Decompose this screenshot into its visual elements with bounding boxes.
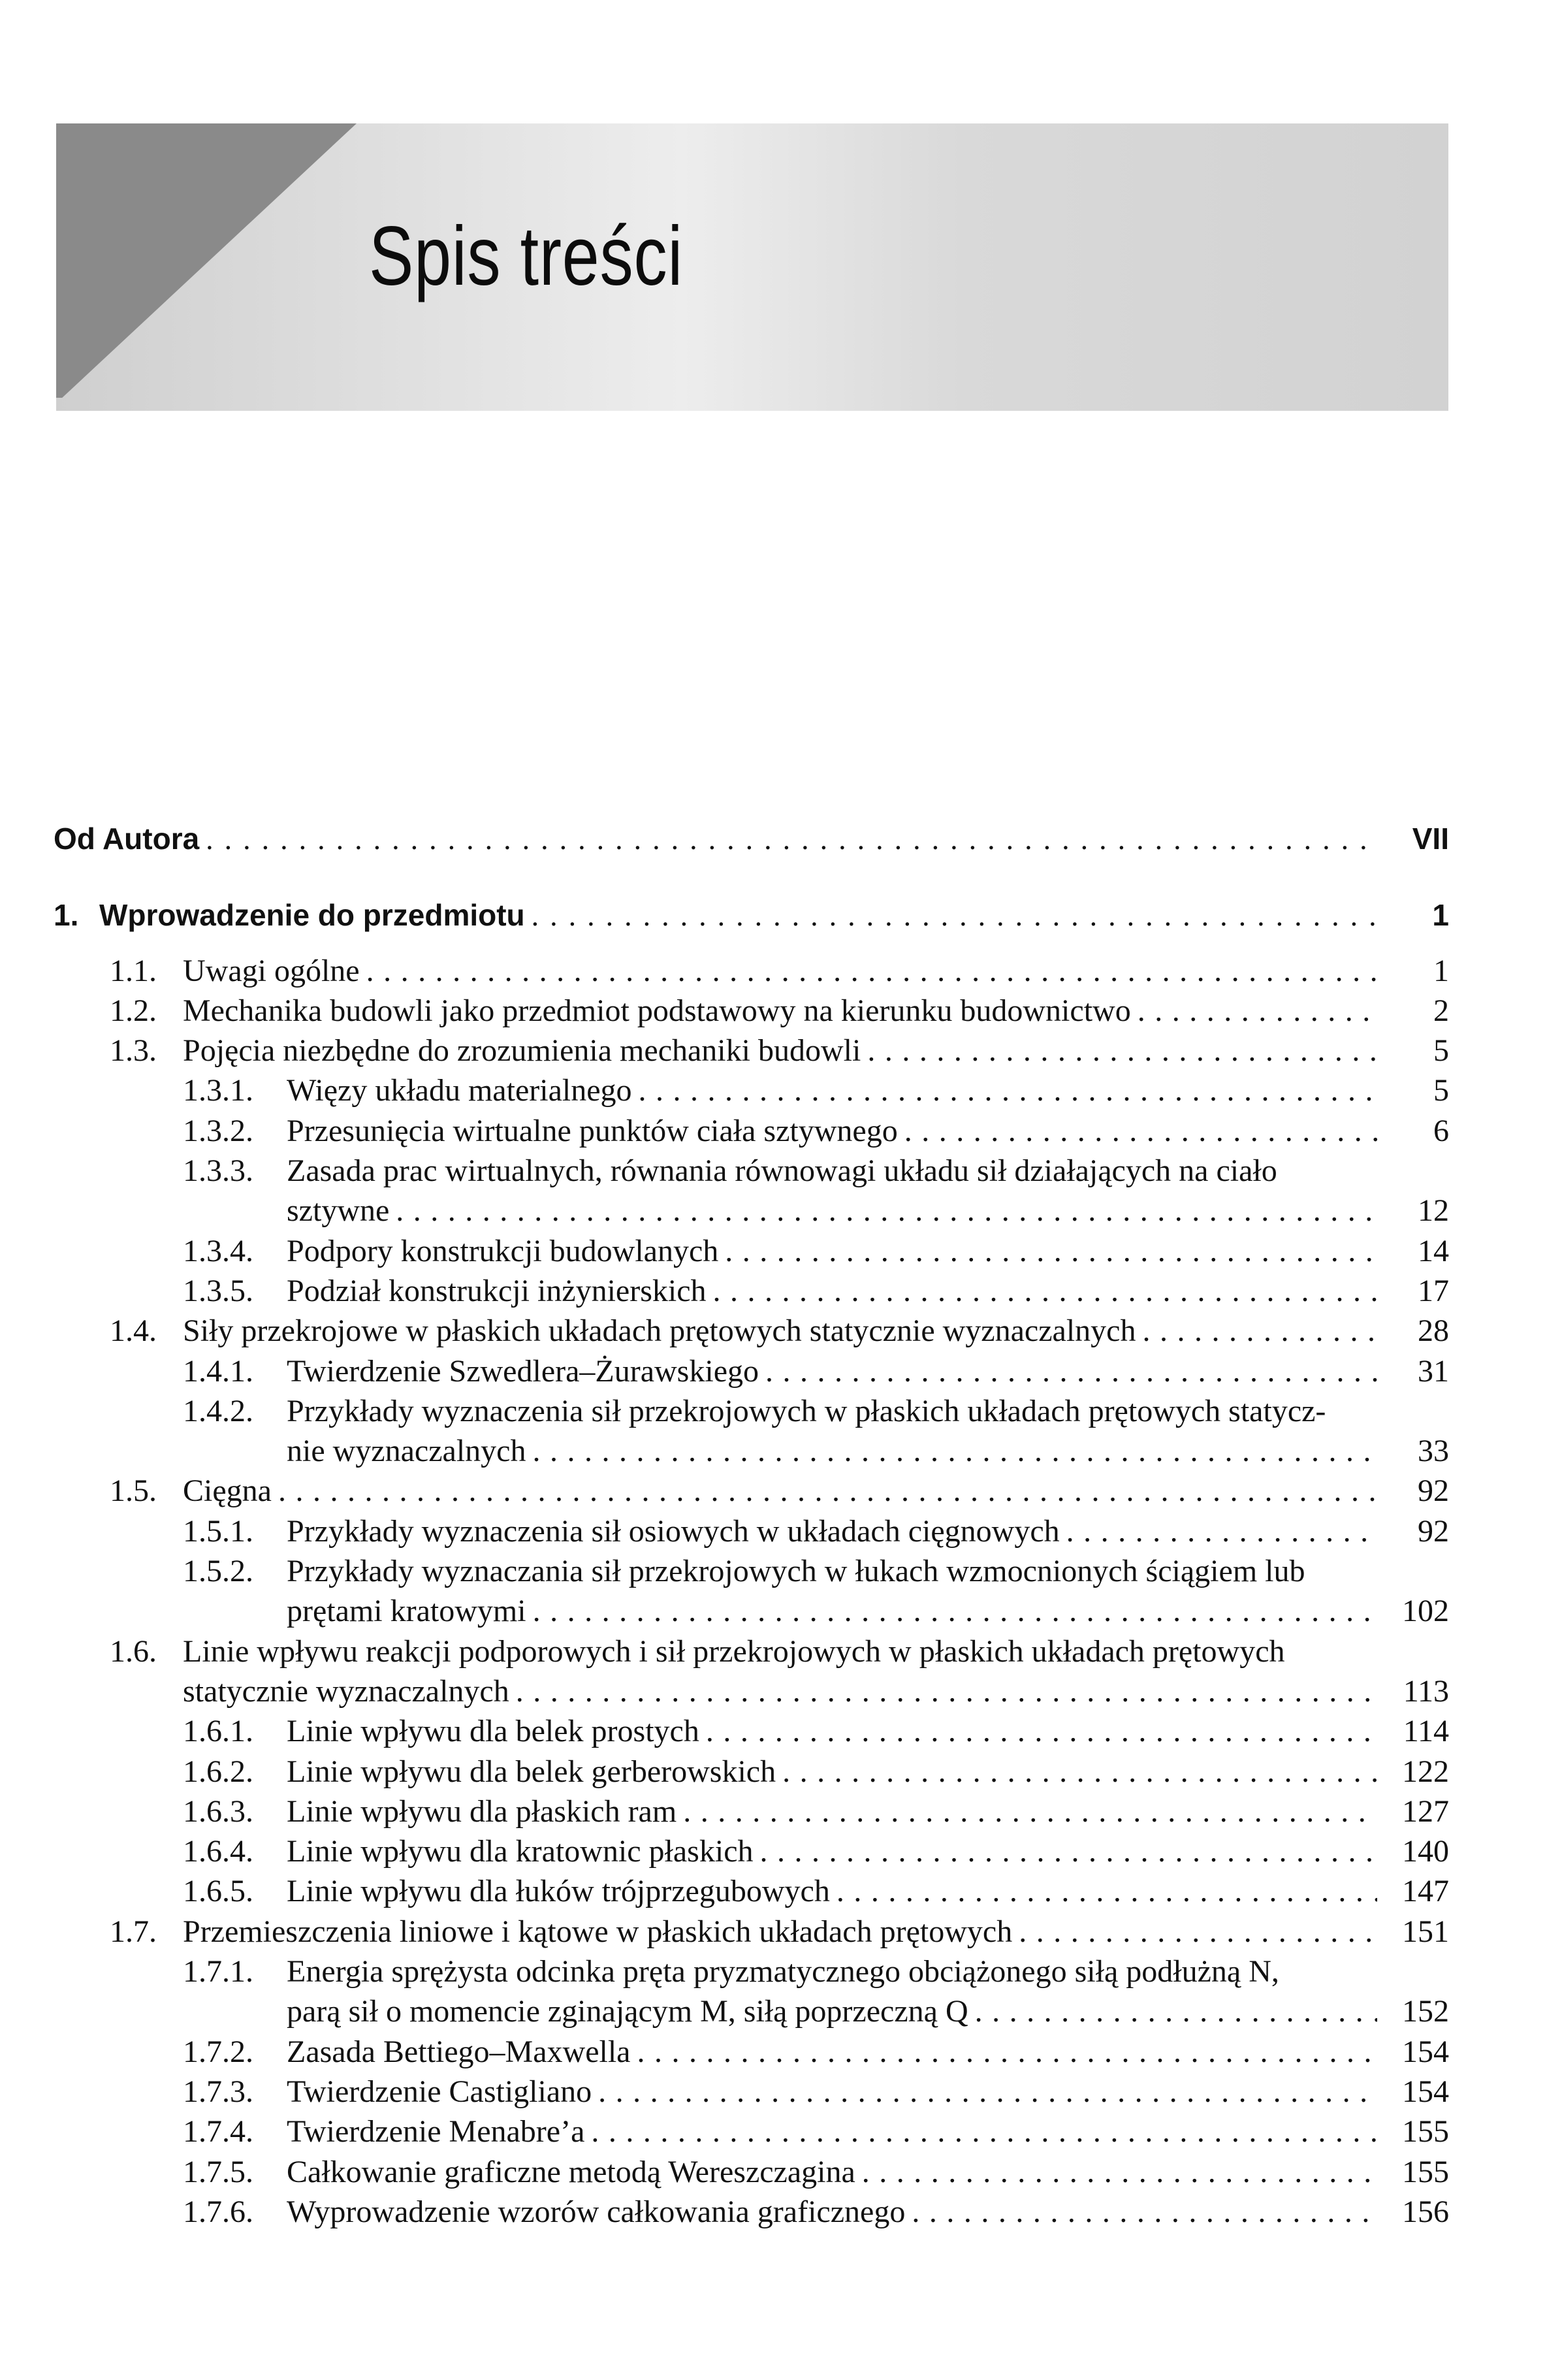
dot-leader — [718, 1231, 1377, 1271]
toc-page-number: 102 — [1402, 1594, 1449, 1629]
dot-leader — [776, 1752, 1377, 1792]
toc-entry-title: Twierdzenie Szwedlera–Żurawskiego — [287, 1353, 759, 1389]
toc-entry-continuation[interactable] — [54, 1991, 1449, 2031]
toc-entry-number: 1.4.1. — [183, 1353, 253, 1389]
toc-entry-number: 1.7.2. — [183, 2034, 253, 2069]
toc-entry-title: Wprowadzenie do przedmiotu — [99, 898, 525, 933]
toc-entry[interactable] — [54, 951, 1449, 991]
toc-page-number: 17 — [1418, 1273, 1449, 1308]
toc-entry-title: Linie wpływu dla belek gerberowskich — [287, 1754, 776, 1789]
toc-entry[interactable] — [54, 1070, 1449, 1110]
dot-leader — [1012, 1912, 1377, 1952]
toc-page-number: 1 — [1433, 953, 1449, 988]
toc-entry-number: 1.7.4. — [183, 2114, 253, 2149]
toc-page-number: 127 — [1402, 1793, 1449, 1829]
toc-page-number: 5 — [1433, 1073, 1449, 1108]
dot-leader — [389, 1191, 1377, 1230]
toc-page-number: 12 — [1418, 1193, 1449, 1229]
toc-entry-title: Przesunięcia wirtualne punktów ciała sztywnego — [287, 1113, 898, 1148]
toc-entry-title: Energia sprężysta odcinka pręta pryzmatycznego obciążonego siłą podłużną N, — [287, 1954, 1279, 1989]
toc-entry-number: 1.7.5. — [183, 2154, 253, 2189]
toc-entry-title: Przemieszczenia liniowe i kątowe w płaskich układach prętowych — [183, 1914, 1013, 1949]
toc-entry-title: Cięgna — [183, 1473, 272, 1509]
toc-page-number: 33 — [1418, 1434, 1449, 1469]
toc-page-number: 92 — [1418, 1473, 1449, 1509]
toc-entry[interactable] — [54, 2152, 1449, 2192]
dot-leader — [525, 895, 1377, 935]
toc-entry-title: Podpory konstrukcji budowlanych — [287, 1233, 719, 1268]
toc-entry-number: 1.5.2. — [183, 1554, 253, 1589]
toc-entry[interactable] — [54, 1511, 1449, 1551]
toc-entry-number: 1.1. — [110, 953, 157, 988]
toc-entry[interactable] — [54, 1391, 1449, 1431]
toc-entry-title: Przykłady wyznaczenia sił przekrojowych w płaskich układach prętowych statycz- — [287, 1393, 1326, 1428]
toc-entry-number: 1.5.1. — [183, 1513, 253, 1549]
toc-entry-title: Linie wpływu dla kratownic płaskich — [287, 1834, 754, 1869]
table-of-contents — [54, 819, 1449, 2232]
toc-entry-number: 1.6. — [110, 1633, 157, 1669]
toc-entry-number: 1.4. — [110, 1313, 157, 1349]
dot-leader — [632, 1070, 1377, 1110]
dot-leader — [699, 1711, 1377, 1751]
toc-page-number: 122 — [1402, 1754, 1449, 1789]
toc-page-number: 2 — [1433, 993, 1449, 1028]
toc-entry-number: 1.7. — [110, 1914, 157, 1949]
dot-leader — [509, 1671, 1377, 1711]
toc-entry-number: 1.4.2. — [183, 1393, 253, 1428]
toc-entry[interactable] — [54, 2192, 1449, 2232]
dot-leader — [592, 2072, 1377, 2112]
toc-entry-number: 1.6.2. — [183, 1754, 253, 1789]
toc-entry-title: statycznie wyznaczalnych — [183, 1673, 509, 1709]
toc-entry-title: Linie wpływu dla łuków trójprzegubowych — [287, 1874, 830, 1909]
toc-entry[interactable] — [54, 1752, 1449, 1792]
toc-entry-title: Linie wpływu dla belek prostych — [287, 1714, 699, 1749]
toc-entry-title: Podział konstrukcji inżynierskich — [287, 1273, 707, 1308]
toc-page-number: 92 — [1418, 1513, 1449, 1549]
toc-entry-title: prętami kratowymi — [287, 1594, 526, 1629]
toc-entry[interactable] — [54, 2032, 1449, 2072]
toc-entry[interactable] — [54, 1871, 1449, 1911]
toc-entry[interactable] — [54, 1551, 1449, 1591]
toc-entry[interactable] — [54, 819, 1449, 859]
dot-leader — [630, 2032, 1377, 2072]
toc-entry-number: 1.6.4. — [183, 1834, 253, 1869]
toc-entry[interactable] — [54, 1792, 1449, 1831]
dot-leader — [830, 1871, 1377, 1911]
dot-leader — [855, 2152, 1377, 2192]
toc-entry-number: 1.3.2. — [183, 1113, 253, 1148]
toc-entry-number: 1.7.3. — [183, 2074, 253, 2109]
toc-entry-title: Zasada Bettiego–Maxwella — [287, 2034, 631, 2069]
toc-page-number: VII — [1412, 822, 1449, 856]
toc-entry[interactable] — [54, 1111, 1449, 1151]
dot-leader — [1136, 1311, 1377, 1351]
toc-entry[interactable] — [54, 1351, 1449, 1391]
toc-entry[interactable] — [54, 991, 1449, 1031]
toc-entry-title: parą sił o momencie zginającym M, siłą poprzeczną Q — [287, 1994, 968, 2029]
toc-entry-title: Pojęcia niezbędne do zrozumienia mechaniki budowli — [183, 1033, 861, 1069]
toc-page-number: 6 — [1433, 1113, 1449, 1148]
toc-entry[interactable] — [54, 1471, 1449, 1511]
toc-entry-title: Wyprowadzenie wzorów całkowania graficznego — [287, 2194, 906, 2229]
toc-entry-continuation[interactable] — [54, 1591, 1449, 1631]
dot-leader — [526, 1431, 1377, 1471]
toc-entry-title: Uwagi ogólne — [183, 953, 360, 988]
toc-page-number: 1 — [1432, 898, 1449, 933]
toc-entry-title: Zasada prac wirtualnych, równania równowagi układu sił działających na ciało — [287, 1153, 1277, 1189]
toc-page-number: 140 — [1402, 1834, 1449, 1869]
toc-entry-title: Więzy układu materialnego — [287, 1073, 632, 1108]
toc-entry[interactable] — [54, 1711, 1449, 1751]
toc-entry-title: Linie wpływu dla płaskich ram — [287, 1793, 677, 1829]
toc-page-number: 155 — [1402, 2154, 1449, 2189]
toc-entry-number: 1.3.1. — [183, 1073, 253, 1108]
toc-entry-title: Mechanika budowli jako przedmiot podstawowy na kierunku budownictwo — [183, 993, 1131, 1028]
dot-leader — [526, 1591, 1377, 1631]
toc-entry[interactable] — [54, 895, 1449, 935]
toc-entry[interactable] — [54, 1031, 1449, 1070]
toc-entry-title: Twierdzenie Menabre’a — [287, 2114, 585, 2149]
toc-page-number: 156 — [1402, 2194, 1449, 2229]
toc-page-number: 154 — [1402, 2034, 1449, 2069]
toc-entry-number: 1.7.6. — [183, 2194, 253, 2229]
toc-page-number: 151 — [1402, 1914, 1449, 1949]
dot-leader — [584, 2112, 1377, 2151]
toc-entry-title: Siły przekrojowe w płaskich układach prętowych statycznie wyznaczalnych — [183, 1313, 1136, 1349]
dot-leader — [707, 1271, 1377, 1311]
toc-entry-number: 1.6.1. — [183, 1714, 253, 1749]
toc-entry-number: 1.5. — [110, 1473, 157, 1509]
toc-entry[interactable] — [54, 1271, 1449, 1311]
toc-page-number: 28 — [1418, 1313, 1449, 1349]
toc-entry-title: Przykłady wyznaczania sił przekrojowych w łukach wzmocnionych ściągiem lub — [287, 1554, 1305, 1589]
toc-entry-title: Twierdzenie Castigliano — [287, 2074, 592, 2109]
toc-page-number: 14 — [1418, 1233, 1449, 1268]
toc-entry[interactable] — [54, 1912, 1449, 1952]
toc-entry-number: 1. — [54, 898, 79, 933]
toc-entry-title: sztywne — [287, 1193, 390, 1229]
toc-entry[interactable] — [54, 1151, 1449, 1191]
page-title: Spis treści — [369, 210, 684, 303]
toc-entry-number: 1.3.3. — [183, 1153, 253, 1189]
toc-entry-continuation[interactable] — [54, 1671, 1449, 1711]
dot-leader — [1131, 991, 1377, 1031]
toc-entry[interactable] — [54, 1632, 1449, 1671]
toc-entry-number: 1.7.1. — [183, 1954, 253, 1989]
toc-entry-number: 1.2. — [110, 993, 157, 1028]
toc-page-number: 155 — [1402, 2114, 1449, 2149]
dot-leader — [898, 1111, 1377, 1151]
dot-leader — [905, 2192, 1377, 2232]
toc-page-number: 114 — [1403, 1714, 1449, 1749]
toc-entry-title: Całkowanie graficzne metodą Wereszczagina — [287, 2154, 855, 2189]
toc-entry-continuation[interactable] — [54, 1431, 1449, 1471]
toc-entry[interactable] — [54, 1831, 1449, 1871]
toc-page-number: 147 — [1402, 1874, 1449, 1909]
dot-leader — [1060, 1511, 1377, 1551]
toc-entry-number: 1.6.3. — [183, 1793, 253, 1829]
toc-entry[interactable] — [54, 2112, 1449, 2151]
toc-entry-number: 1.3.4. — [183, 1233, 253, 1268]
toc-entry[interactable] — [54, 1231, 1449, 1271]
toc-page-number: 152 — [1402, 1994, 1449, 2029]
dot-leader — [861, 1031, 1377, 1070]
dot-leader — [677, 1792, 1377, 1831]
toc-page-number: 5 — [1433, 1033, 1449, 1069]
toc-entry-number: 1.6.5. — [183, 1874, 253, 1909]
toc-entry[interactable] — [54, 1311, 1449, 1351]
toc-entry-number: 1.3. — [110, 1033, 157, 1069]
toc-entry[interactable] — [54, 2072, 1449, 2112]
dot-leader — [199, 819, 1377, 859]
dot-leader — [754, 1831, 1378, 1871]
toc-entry-continuation[interactable] — [54, 1191, 1449, 1230]
toc-entry-title: Przykłady wyznaczenia sił osiowych w układach cięgnowych — [287, 1513, 1060, 1549]
toc-entry-title: Linie wpływu reakcji podporowych i sił przekrojowych w płaskich układach prętowych — [183, 1633, 1285, 1669]
toc-page-number: 113 — [1403, 1673, 1449, 1709]
toc-page-number: 31 — [1418, 1353, 1449, 1389]
dot-leader — [968, 1991, 1377, 2031]
toc-page-number: 154 — [1402, 2074, 1449, 2109]
dot-leader — [272, 1471, 1377, 1511]
dot-leader — [360, 951, 1377, 991]
dot-leader — [759, 1351, 1377, 1391]
toc-entry[interactable] — [54, 1952, 1449, 1991]
toc-entry-title: nie wyznaczalnych — [287, 1434, 526, 1469]
toc-entry-title: Od Autora — [54, 822, 200, 856]
toc-entry-number: 1.3.5. — [183, 1273, 253, 1308]
